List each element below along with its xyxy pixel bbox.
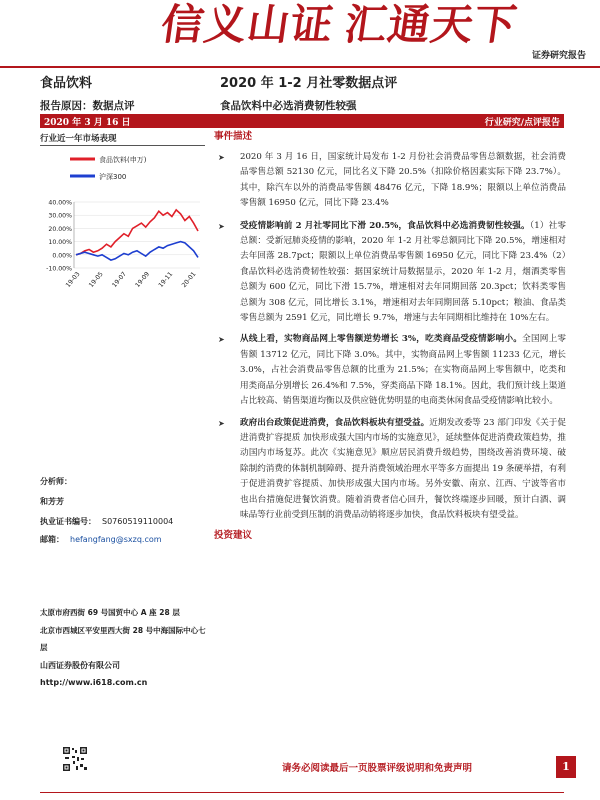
y-tick-label: 40.00% (48, 199, 72, 207)
series-line-2 (76, 242, 198, 261)
banner-divider (0, 66, 600, 68)
y-tick-label: 0.00% (52, 252, 72, 260)
market-performance-title: 行业近一年市场表现 (40, 134, 117, 144)
legend-label: 沪深300 (99, 173, 127, 181)
section-event-title: 事件描述 (214, 131, 253, 142)
x-tick-label: 19-03 (64, 270, 82, 290)
report-reason: 报告原因：数据点评 (40, 100, 135, 112)
email-label: 邮箱： (40, 535, 64, 544)
y-tick-label: 10.00% (48, 239, 72, 247)
x-tick-label: 19-05 (87, 270, 105, 290)
address-beijing: 北京市西城区平安里西大街 28 号中海国际中心七层 (40, 626, 206, 652)
paragraph-online-sales-heading: 从线上看，实物商品网上零售额逆势增长 3%，吃类商品受疫情影响小。 (240, 334, 523, 345)
paragraph-retail-sales-heading: 受疫情影响前 2 月社零同比下滑 20.5%，食品饮料中必选消费韧性较强。 (240, 220, 530, 231)
x-tick-label: 19-07 (111, 270, 128, 290)
paragraph-retail-sales (214, 219, 566, 327)
paragraph-online-sales-text: 全国网上零售额 13712 亿元，同比下降 3.0%。其中，实物商品网上零售额 11233 亿元，增长 3.0%，占社会消费品零售总额的比重为 21.5%；在实物商品网上零售额中，吃类和用类商品分别增长 26.4%和 7.5%，穿类商品下降 18.1%。因此，我们预计线上渠道占比较高、销售渠道均衡以及供应链优势明显的电商类休闲食品受疫情影响比较小。 (240, 334, 566, 407)
analyst-label: 分析师： (40, 477, 72, 486)
report-title: 2020 年 1-2 月社零数据点评 (220, 76, 398, 91)
bullet-arrow-icon: ➤ (218, 335, 225, 345)
company-website[interactable]: http://www.i618.com.cn (40, 678, 148, 687)
series-line-1 (76, 210, 198, 255)
email-link[interactable]: hefangfang@sxzq.com (70, 535, 162, 544)
report-date: 2020 年 3 月 16 日 (44, 118, 131, 128)
analyst-name: 和芳芳 (40, 497, 64, 506)
footer-divider (40, 792, 564, 793)
x-tick-label: 20-01 (180, 270, 198, 290)
company-logo: 信义山证 汇通天下 (158, 3, 521, 49)
paragraph-retail-sales-text: （1）社零总额：受新冠肺炎疫情的影响，2020 年 1-2 月社零总额同比下降 20.5%，增速相对去年回落 28.7pct；限额以上单位消费品零售额 16950 亿元，同比下降 23.4%（2）食品饮料必选消费韧性较强：据国家统计局数据显示，2020 年 1-2 月，烟酒类零售总额为 600 亿元，同比下滑 15.7%，增速相对去年同期回落 20.3pct；饮料类零售总额为 308 亿元，同比增长 3.1%，增速相对去年同期回落 5.10pct；粮油、食品类零售总额为 2591 亿元，同比增长 9.7%，增速与去年同期相比维持在 10%左右。 (240, 220, 566, 324)
date-bar (40, 114, 564, 128)
bullet-arrow-icon: ➤ (218, 153, 225, 162)
qr-code-icon (62, 746, 88, 772)
market-divider (40, 145, 205, 146)
license-line (40, 516, 173, 527)
paragraph-online-sales (214, 332, 566, 409)
paragraph-policy-text: 近期发改委等 23 部门印发《关于促进消费扩容提质 加快形成强大国内市场的实施意见》，延续整体促进消费政策趋势，推动国内市场复苏。此次《实施意见》顺应居民消费升级趋势，围绕改善消费环境、破除制约消费的体制机制障碍、提升消费领域治理水平等多方面提出 19 条硬举措，有利于促进消费扩容提质、加快形成强大国内市场。另外安徽、南京、江西、宁波等省市也出台措施促进餐饮消费。随着消费者信心回升，餐饮终端逐步回暖，预计白酒、调味品等行业前受到压制的消费品动销将逐步加快，食品饮料板块有望受益。 (240, 417, 566, 520)
paragraph-event-text: 2020 年 3 月 16 日，国家统计局发布 1-2 月份社会消费品零售总额数据，社会消费品零售总额 52130 亿元，同比名义下降 20.5%（扣除价格因素实际下降 23.7%）。其中，除汽车以外的消费品零售额 48476 亿元，下降 18.9%；限额以上单位消费品零售额 16950 亿元，同比下降 23.4% (240, 152, 566, 209)
company-name: 山西证券股份有限公司 (40, 661, 120, 670)
legend-label: 食品饮料(申万) (99, 156, 147, 164)
industry-category: 食品饮料 (40, 76, 93, 91)
header-banner (0, 0, 600, 66)
license-number: S0760519110004 (102, 517, 174, 526)
y-tick-label: -10.00% (46, 265, 72, 273)
email-line (40, 534, 162, 545)
report-type: 行业研究/点评报告 (484, 118, 560, 128)
section-investment-title: 投资建议 (214, 530, 253, 542)
address-taiyuan: 太原市府西街 69 号国贸中心 A 座 28 层 (40, 608, 180, 617)
paragraph-policy (214, 416, 566, 524)
main-content (214, 128, 566, 541)
y-tick-label: 20.00% (48, 225, 72, 233)
paragraph-event (214, 150, 566, 212)
page-number: 1 (556, 756, 576, 778)
license-label: 执业证书编号： (40, 517, 96, 526)
disclaimer-notice: 请务必阅读最后一页股票评级说明和免责声明 (282, 763, 473, 774)
report-subtitle: 食品饮料中必选消费韧性较强 (220, 100, 357, 112)
market-performance-chart (40, 150, 205, 300)
y-tick-label: 30.00% (48, 212, 72, 220)
x-tick-label: 19-11 (157, 270, 175, 290)
bullet-arrow-icon: ➤ (218, 418, 225, 428)
x-tick-label: 19-09 (134, 270, 152, 290)
report-tag: 证券研究报告 (531, 51, 586, 61)
paragraph-policy-heading: 政府出台政策促进消费，食品饮料板块有望受益。 (240, 417, 430, 428)
bullet-arrow-icon: ➤ (218, 221, 225, 231)
